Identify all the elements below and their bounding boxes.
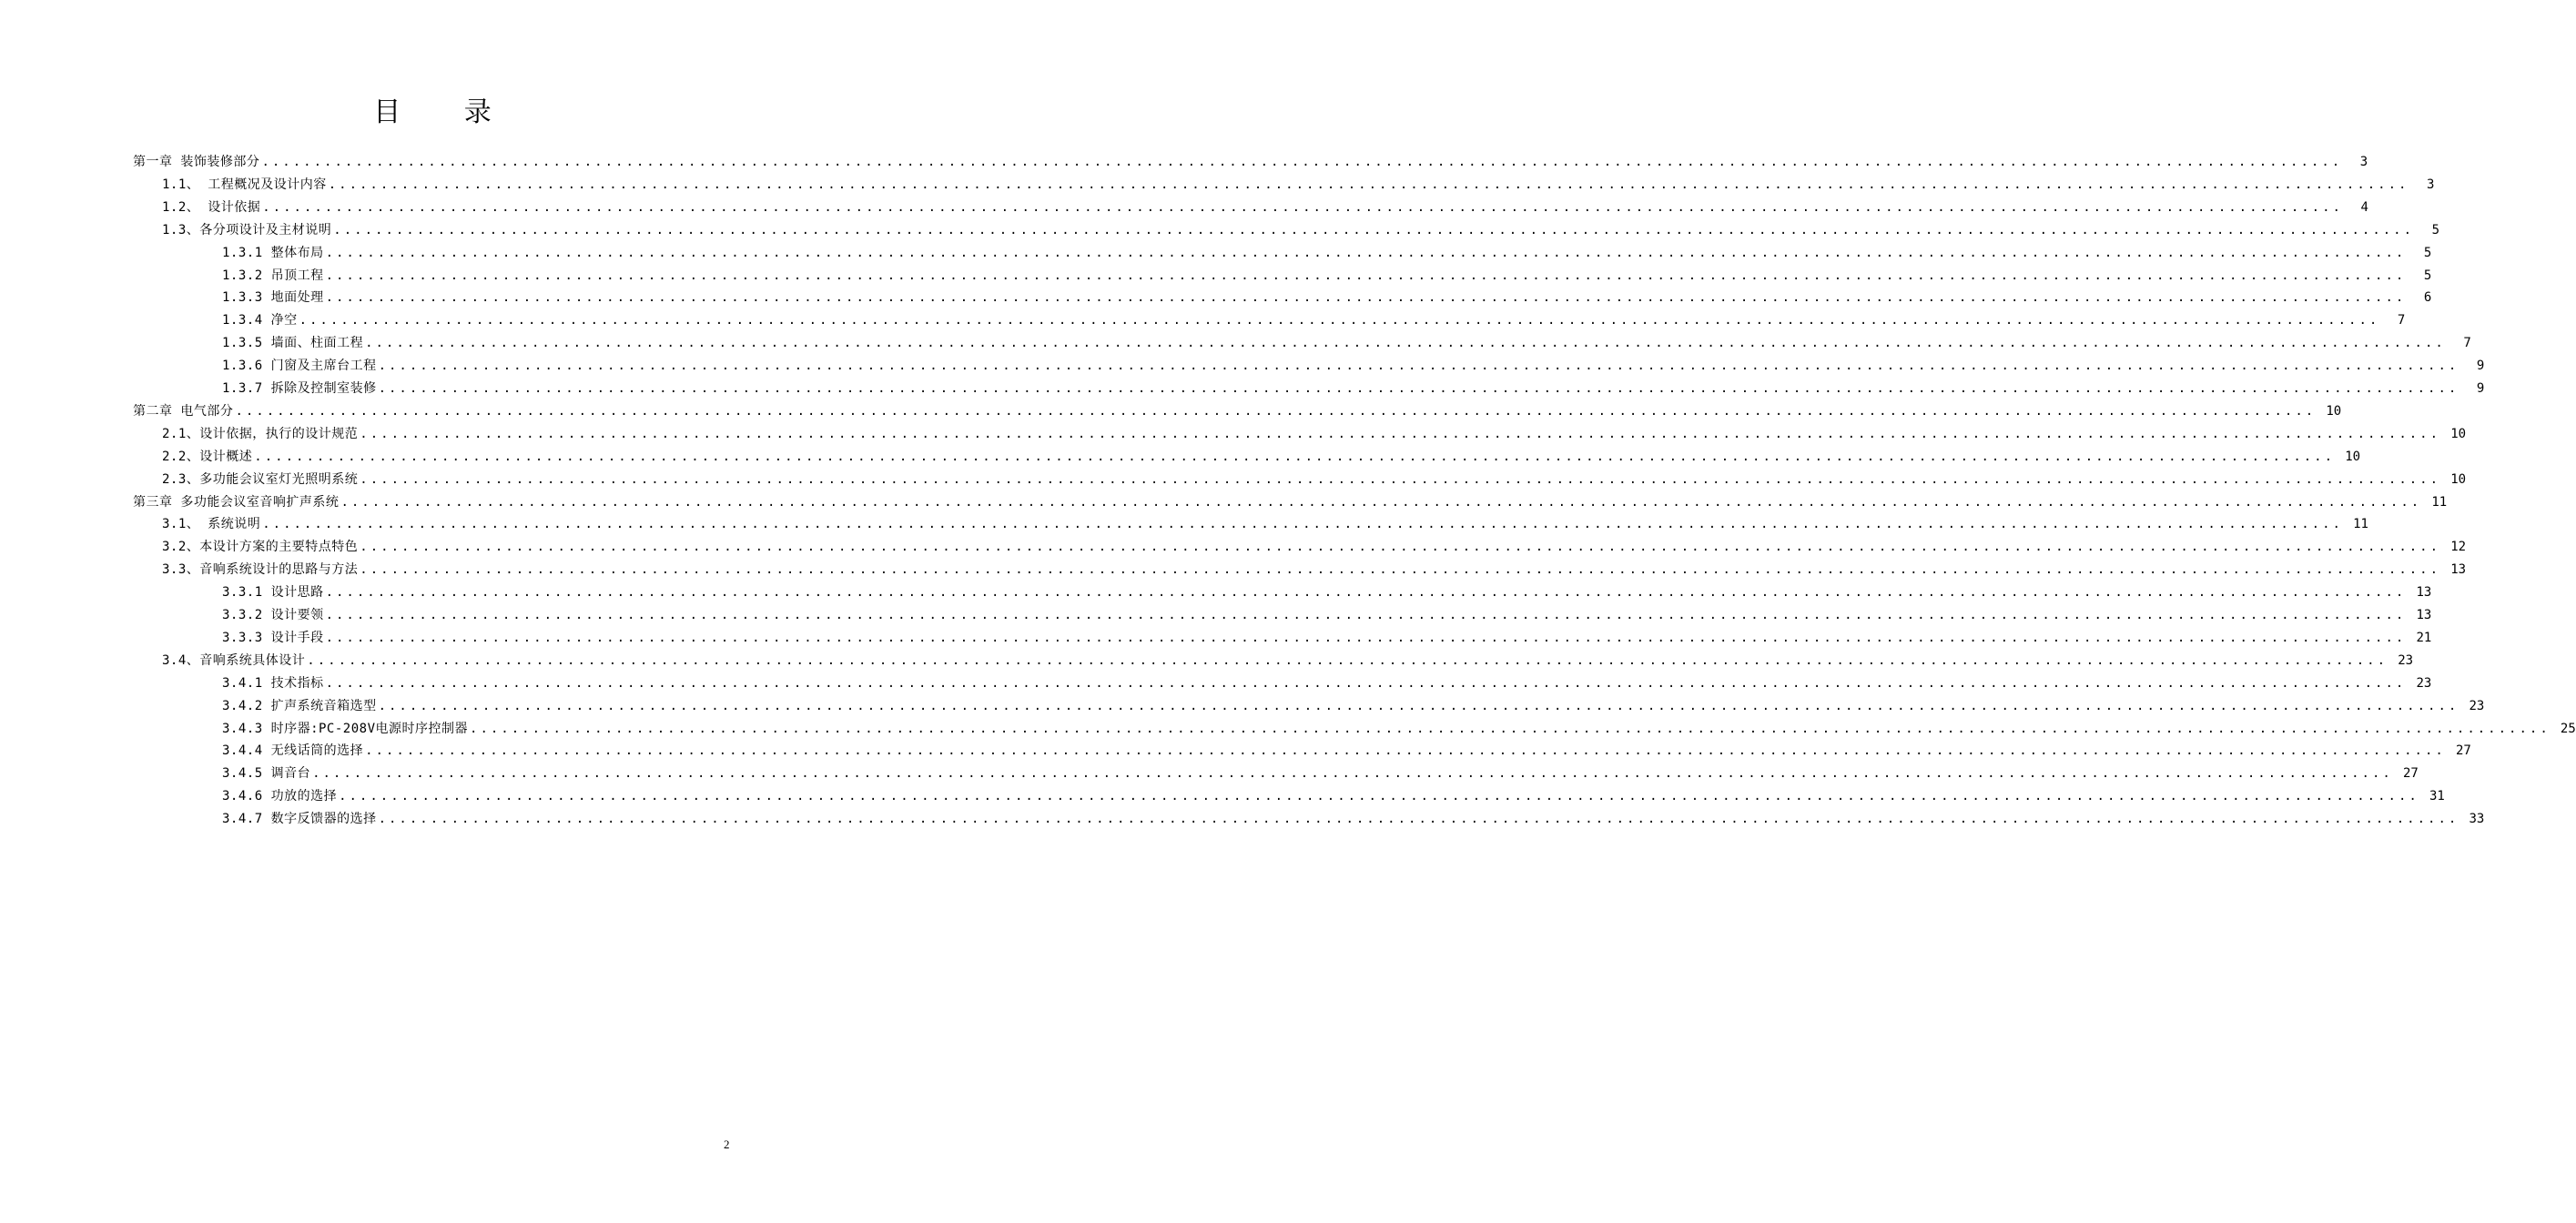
toc-leader-dots: ........................................................................................................................................................................................................ bbox=[325, 290, 2407, 305]
toc-entry-label: 1.3.6 门窗及主席台工程 bbox=[222, 359, 377, 373]
toc-leader-dots: ........................................................................................................................................................................................................ bbox=[360, 472, 2441, 487]
toc-entry-label: 3.1、 系统说明 bbox=[162, 517, 261, 531]
toc-entry-label: 1.3.3 地面处理 bbox=[222, 290, 324, 305]
toc-entry-label: 2.1、设计依据，执行的设计规范 bbox=[162, 427, 359, 441]
toc-entry-label: 2.2、设计概述 bbox=[162, 450, 253, 464]
toc-leader-dots: ........................................................................................................................................................................................................ bbox=[312, 766, 2393, 781]
toc-entry-page: 25 bbox=[2560, 722, 2576, 736]
toc-entry-page: 31 bbox=[2429, 789, 2445, 804]
toc-entry[interactable] bbox=[222, 763, 2419, 785]
toc-entry[interactable] bbox=[222, 378, 2485, 400]
toc-entry-label: 第一章 装饰装修部分 bbox=[133, 155, 260, 169]
toc-entry[interactable] bbox=[162, 423, 2467, 446]
toc-entry[interactable] bbox=[222, 672, 2432, 695]
toc-entry-label: 1.3.2 吊顶工程 bbox=[222, 268, 324, 283]
toc-entry-page: 5 bbox=[2423, 246, 2432, 260]
toc-entry-label: 3.4.5 调音台 bbox=[222, 766, 311, 781]
toc-leader-dots: ........................................................................................................................................................................................................ bbox=[325, 585, 2407, 600]
toc-entry[interactable] bbox=[162, 219, 2440, 242]
toc-entry[interactable] bbox=[222, 740, 2471, 763]
toc-leader-dots: ........................................................................................................................................................................................................ bbox=[325, 608, 2407, 622]
toc-entry-page: 10 bbox=[2450, 472, 2467, 487]
toc-entry-label: 第二章 电气部分 bbox=[133, 404, 234, 419]
toc-leader-dots: ........................................................................................................................................................................................................ bbox=[339, 789, 2419, 804]
toc-entry-label: 第三章 多功能会议室音响扩声系统 bbox=[133, 495, 340, 510]
toc-entry-label: 3.4.2 扩声系统音箱选型 bbox=[222, 699, 377, 713]
toc-entry-label: 3.2、本设计方案的主要特点特色 bbox=[162, 540, 359, 554]
toc-leader-dots: ........................................................................................................................................................................................................ bbox=[262, 517, 2343, 531]
toc-entry[interactable] bbox=[222, 627, 2432, 650]
toc-entry-page: 13 bbox=[2416, 585, 2432, 600]
toc-entry-page: 5 bbox=[2431, 223, 2440, 238]
toc-entry-label: 3.4、音响系统具体设计 bbox=[162, 653, 306, 668]
toc-entry[interactable] bbox=[222, 695, 2485, 718]
toc-entry[interactable] bbox=[162, 469, 2467, 491]
toc-entry[interactable] bbox=[162, 513, 2368, 536]
toc-title: 目 录 bbox=[373, 96, 519, 128]
toc-entry[interactable] bbox=[222, 355, 2485, 378]
toc-leader-dots: ........................................................................................................................................................................................................ bbox=[360, 540, 2441, 554]
toc-entry[interactable] bbox=[133, 400, 2342, 423]
toc-leader-dots: ........................................................................................................................................................................................................ bbox=[307, 653, 2388, 668]
toc-leader-dots: ........................................................................................................................................................................................................ bbox=[378, 359, 2459, 373]
toc-entry[interactable] bbox=[162, 446, 2361, 469]
toc-entry-page: 3 bbox=[2359, 155, 2368, 169]
toc-entry-label: 1.3.4 净空 bbox=[222, 313, 298, 328]
toc-leader-dots: ........................................................................................................................................................................................................ bbox=[378, 812, 2459, 826]
toc-leader-dots: ........................................................................................................................................................................................................ bbox=[378, 699, 2459, 713]
toc-entry-label: 3.4.3 时序器:PC-208V电源时序控制器 bbox=[222, 722, 469, 736]
toc-entry-page: 7 bbox=[2463, 336, 2471, 350]
toc-entry-page: 13 bbox=[2450, 562, 2467, 577]
toc-entry[interactable] bbox=[222, 265, 2432, 288]
toc-entry-page: 10 bbox=[2326, 404, 2342, 419]
toc-entry-page: 7 bbox=[2397, 313, 2406, 328]
toc-entry[interactable] bbox=[222, 287, 2432, 309]
toc-entry[interactable] bbox=[133, 151, 2368, 174]
toc-entry-page: 11 bbox=[2353, 517, 2368, 531]
toc-entry-page: 27 bbox=[2402, 766, 2419, 781]
toc-entry-label: 2.3、多功能会议室灯光照明系统 bbox=[162, 472, 359, 487]
toc-entry-label: 1.3、各分项设计及主材说明 bbox=[162, 223, 332, 238]
toc-entry-label: 1.1、 工程概况及设计内容 bbox=[162, 177, 327, 192]
toc-leader-dots: ........................................................................................................................................................................................................ bbox=[325, 676, 2407, 691]
toc-entry[interactable] bbox=[222, 785, 2445, 808]
toc-entry-page: 21 bbox=[2416, 631, 2432, 645]
toc-entry[interactable] bbox=[222, 309, 2406, 332]
toc-leader-dots: ........................................................................................................................................................................................................ bbox=[325, 246, 2407, 260]
toc-leader-dots: ........................................................................................................................................................................................................ bbox=[470, 722, 2551, 736]
toc-leader-dots: ........................................................................................................................................................................................................ bbox=[261, 155, 2343, 169]
toc-entry-label: 3.3、音响系统设计的思路与方法 bbox=[162, 562, 359, 577]
toc-entry[interactable] bbox=[162, 559, 2467, 581]
toc-entry-label: 1.2、 设计依据 bbox=[162, 200, 261, 215]
toc-leader-dots: ........................................................................................................................................................................................................ bbox=[333, 223, 2415, 238]
toc-entry[interactable] bbox=[222, 581, 2432, 604]
toc-leader-dots: ........................................................................................................................................................................................................ bbox=[235, 404, 2317, 419]
toc-leader-dots: ........................................................................................................................................................................................................ bbox=[360, 562, 2441, 577]
toc-entry-page: 11 bbox=[2431, 495, 2448, 510]
toc-entry-page: 5 bbox=[2423, 268, 2432, 283]
toc-entry-page: 9 bbox=[2476, 381, 2485, 396]
toc-leader-dots: ........................................................................................................................................................................................................ bbox=[325, 268, 2407, 283]
toc-leader-dots: ........................................................................................................................................................................................................ bbox=[262, 200, 2343, 215]
toc-entry-page: 6 bbox=[2423, 290, 2432, 305]
toc-leader-dots: ........................................................................................................................................................................................................ bbox=[360, 427, 2441, 441]
toc-leader-dots: ........................................................................................................................................................................................................ bbox=[325, 631, 2407, 645]
toc-entry-label: 1.3.5 墙面、柱面工程 bbox=[222, 336, 364, 350]
toc-entry-page: 10 bbox=[2345, 450, 2361, 464]
toc-entry[interactable] bbox=[162, 536, 2467, 559]
toc-leader-dots: ........................................................................................................................................................................................................ bbox=[254, 450, 2336, 464]
toc-entry[interactable] bbox=[222, 332, 2471, 355]
toc-entry[interactable] bbox=[133, 491, 2448, 514]
toc-entry[interactable] bbox=[162, 197, 2368, 219]
toc-entry-page: 23 bbox=[2469, 699, 2485, 713]
toc-leader-dots: ........................................................................................................................................................................................................ bbox=[299, 313, 2380, 328]
toc-entry-page: 27 bbox=[2455, 743, 2471, 758]
toc-entry-label: 3.4.4 无线话筒的选择 bbox=[222, 743, 364, 758]
toc-entry-page: 12 bbox=[2450, 540, 2467, 554]
toc-entry[interactable] bbox=[222, 242, 2432, 265]
toc-entry[interactable] bbox=[222, 604, 2432, 627]
toc-entry-page: 10 bbox=[2450, 427, 2467, 441]
toc-leader-dots: ........................................................................................................................................................................................................ bbox=[328, 177, 2409, 192]
page-number: 2 bbox=[724, 1137, 730, 1151]
toc-entry-page: 3 bbox=[2427, 177, 2435, 192]
toc-entry-label: 1.3.1 整体布局 bbox=[222, 246, 324, 260]
toc-leader-dots: ........................................................................................................................................................................................................ bbox=[365, 743, 2446, 758]
toc-entry-page: 23 bbox=[2416, 676, 2432, 691]
toc-entry-label: 3.4.1 技术指标 bbox=[222, 676, 324, 691]
toc-entry-page: 4 bbox=[2360, 200, 2368, 215]
toc-entry[interactable] bbox=[222, 808, 2485, 831]
toc-entry-label: 1.3.7 拆除及控制室装修 bbox=[222, 381, 377, 396]
toc-entry-label: 3.3.1 设计思路 bbox=[222, 585, 324, 600]
toc-leader-dots: ........................................................................................................................................................................................................ bbox=[365, 336, 2446, 350]
toc-entry[interactable] bbox=[222, 718, 2576, 741]
toc-entry-label: 3.4.7 数字反馈器的选择 bbox=[222, 812, 377, 826]
toc-entry-page: 33 bbox=[2469, 812, 2485, 826]
toc-entry[interactable] bbox=[162, 650, 2414, 672]
toc-entry-label: 3.3.2 设计要领 bbox=[222, 608, 324, 622]
toc-entry-page: 9 bbox=[2476, 359, 2485, 373]
toc-leader-dots: ........................................................................................................................................................................................................ bbox=[340, 495, 2422, 510]
toc-entry[interactable] bbox=[162, 174, 2435, 197]
toc-entry-label: 3.3.3 设计手段 bbox=[222, 631, 324, 645]
toc-entry-page: 13 bbox=[2416, 608, 2432, 622]
toc-entry-label: 3.4.6 功放的选择 bbox=[222, 789, 338, 804]
toc-entry-page: 23 bbox=[2398, 653, 2414, 668]
toc-leader-dots: ........................................................................................................................................................................................................ bbox=[378, 381, 2459, 396]
